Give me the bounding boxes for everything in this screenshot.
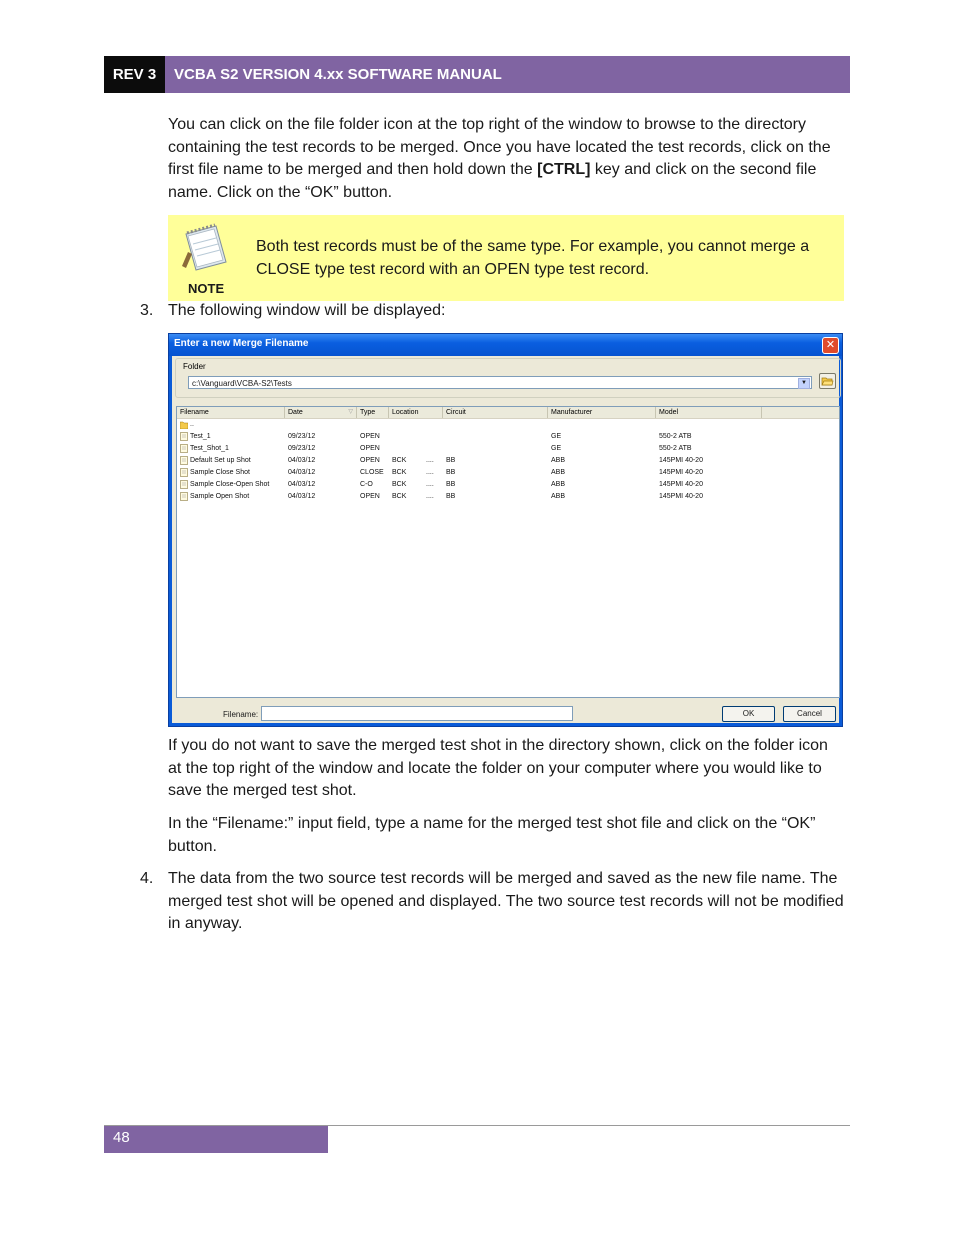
filename-cell: .. — [180, 419, 194, 431]
cancel-button[interactable]: Cancel — [783, 706, 836, 722]
manufacturer-cell: GE — [551, 433, 562, 440]
filename-cell: Sample Close-Open Shot — [180, 479, 269, 491]
ctrl-key-label: [CTRL] — [537, 161, 591, 178]
folder-combo[interactable] — [188, 376, 812, 389]
circuit-cell: BB — [446, 481, 456, 488]
page-header — [104, 56, 850, 93]
column-header-model[interactable]: Model — [656, 407, 762, 418]
list-header — [177, 407, 839, 419]
table-row[interactable] — [177, 467, 839, 479]
column-header-date[interactable]: Date ▽ — [285, 407, 357, 418]
manual-title: VCBA S2 VERSION 4.xx SOFTWARE MANUAL — [165, 56, 850, 93]
table-row[interactable] — [177, 443, 839, 455]
dialog-bottom-bar — [172, 703, 839, 727]
filename-cell: Sample Open Shot — [180, 491, 249, 503]
ellipsis-cell: .... — [426, 457, 434, 464]
file-icon — [180, 468, 188, 477]
location-cell: BCK — [392, 493, 407, 500]
file-icon — [180, 444, 188, 453]
filename-cell: Default Set up Shot — [180, 455, 251, 467]
chevron-down-icon[interactable]: ▼ — [798, 378, 810, 389]
model-cell: 145PMI 40-20 — [659, 457, 703, 464]
step-4-number: 4. — [140, 870, 154, 887]
filename-cell: Test_Shot_1 — [180, 443, 229, 455]
type-cell: CLOSE — [360, 469, 384, 476]
file-list[interactable] — [176, 406, 840, 698]
manufacturer-cell: GE — [551, 445, 562, 452]
filename-input[interactable] — [261, 706, 573, 721]
circuit-cell: BB — [446, 469, 456, 476]
file-icon — [180, 456, 188, 465]
file-icon — [180, 492, 188, 501]
date-cell: 09/23/12 — [288, 433, 316, 440]
notepad-icon — [180, 222, 230, 274]
location-cell: BCK — [392, 481, 407, 488]
type-cell: C-O — [360, 481, 373, 488]
model-cell: 145PMI 40-20 — [659, 493, 703, 500]
folder-group — [175, 358, 841, 398]
column-header-type[interactable]: Type — [357, 407, 389, 418]
manufacturer-cell: ABB — [551, 481, 566, 488]
merge-filename-dialog — [168, 333, 843, 727]
date-cell: 04/03/12 — [288, 457, 316, 464]
model-cell: 145PMI 40-20 — [659, 469, 703, 476]
date-cell: 04/03/12 — [288, 469, 316, 476]
browse-folder-button[interactable] — [819, 373, 836, 389]
intro-paragraph — [168, 114, 844, 204]
filename-label: Filename: — [223, 710, 259, 719]
folder-label: Folder — [183, 362, 206, 371]
table-row[interactable] — [177, 431, 839, 443]
close-button[interactable]: ✕ — [822, 337, 839, 354]
manufacturer-cell: ABB — [551, 469, 566, 476]
revision-label: REV 3 — [104, 56, 165, 93]
step-3-number: 3. — [140, 302, 154, 319]
filename-cell: Test_1 — [180, 431, 211, 443]
note-box — [168, 215, 844, 301]
manufacturer-cell: ABB — [551, 493, 566, 500]
ok-button[interactable]: OK — [722, 706, 775, 722]
intro-text-2: key and click on the second file name. Click on the “OK” button. — [168, 161, 817, 201]
model-cell: 550-2 ATB — [659, 445, 692, 452]
dialog-title: Enter a new Merge Filename — [174, 338, 309, 349]
circuit-cell: BB — [446, 457, 456, 464]
model-cell: 550-2 ATB — [659, 433, 692, 440]
column-header-manufacturer[interactable]: Manufacturer — [548, 407, 656, 418]
folder-path: c:\Vanguard\VCBA-S2\Tests — [192, 379, 292, 388]
date-cell: 04/03/12 — [288, 481, 316, 488]
location-cell: BCK — [392, 469, 407, 476]
note-text: Both test records must be of the same type. For example, you cannot merge a CLOSE type test record with an OPEN type test record. — [256, 238, 810, 278]
dialog-client — [172, 356, 839, 723]
step-4-text: The data from the two source test records will be merged and saved as the new file name. The merged test shot will be opened and displayed. The two source test records will not be modified in anyway. — [168, 870, 844, 932]
model-cell: 145PMI 40-20 — [659, 481, 703, 488]
manufacturer-cell: ABB — [551, 457, 566, 464]
intro-text-1: You can click on the file folder icon at the top right of the window to browse to the directory containing the test records to be merged. Once you have located the test records, click on the first file name to be merged and then hold down the — [168, 116, 831, 178]
filename-paragraph: In the “Filename:” input field, type a name for the merged test shot file and click on the “OK” button. — [168, 815, 816, 855]
table-row[interactable] — [177, 479, 839, 491]
type-cell: OPEN — [360, 445, 380, 452]
folder-icon — [821, 375, 834, 387]
column-header-filename[interactable]: Filename — [177, 407, 285, 418]
filename-cell: Sample Close Shot — [180, 467, 250, 479]
sort-icon: ▽ — [348, 409, 353, 415]
parent-folder-icon — [180, 420, 188, 429]
ellipsis-cell: .... — [426, 469, 434, 476]
type-cell: OPEN — [360, 493, 380, 500]
type-cell: OPEN — [360, 433, 380, 440]
table-row[interactable] — [177, 455, 839, 467]
location-cell: BCK — [392, 457, 407, 464]
column-header-circuit[interactable]: Circuit — [443, 407, 548, 418]
column-header-location[interactable]: Location — [389, 407, 443, 418]
page-number: 48 — [104, 1126, 328, 1153]
type-cell: OPEN — [360, 457, 380, 464]
file-icon — [180, 432, 188, 441]
dialog-titlebar[interactable] — [169, 334, 842, 356]
table-row[interactable] — [177, 491, 839, 503]
date-cell: 09/23/12 — [288, 445, 316, 452]
folder-paragraph: If you do not want to save the merged test shot in the directory shown, click on the folder icon at the top right of the window and locate the folder on your computer where you would like to save the merged test shot. — [168, 737, 828, 799]
ellipsis-cell: .... — [426, 481, 434, 488]
circuit-cell: BB — [446, 493, 456, 500]
ellipsis-cell: .... — [426, 493, 434, 500]
date-cell: 04/03/12 — [288, 493, 316, 500]
table-row[interactable] — [177, 419, 839, 431]
note-label: NOTE — [188, 281, 225, 296]
step-3-text: The following window will be displayed: — [168, 302, 446, 319]
file-icon — [180, 480, 188, 489]
